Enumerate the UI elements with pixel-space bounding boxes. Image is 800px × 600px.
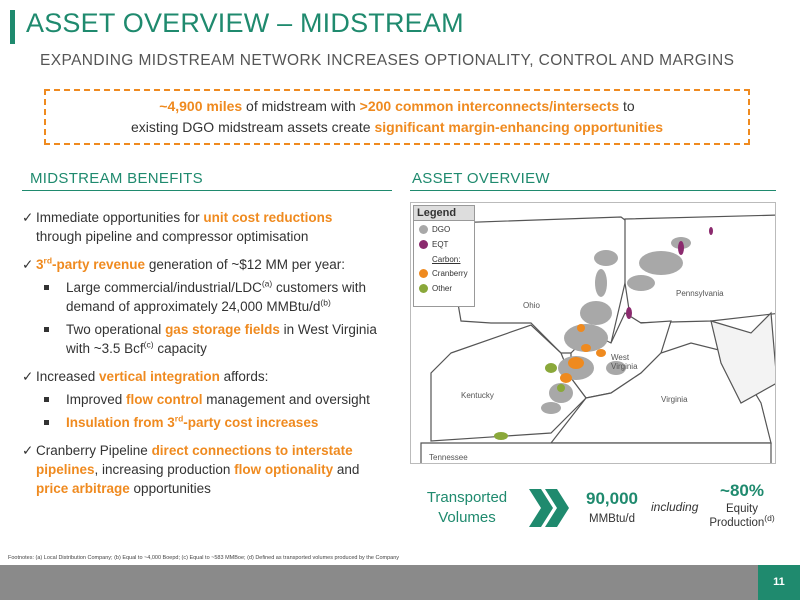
callout-highlight-miles: ~4,900 miles: [159, 98, 243, 114]
state-label-kentucky: Kentucky: [461, 391, 494, 400]
legend-label: EQT: [432, 240, 449, 249]
footer-bar: [0, 565, 758, 600]
map-legend: [413, 205, 475, 307]
legend-swatch-icon: [419, 284, 428, 293]
double-chevron-icon: [527, 487, 573, 529]
benefit-item: [22, 367, 392, 432]
benefit-text: customers with demand of approximately 24,000 MMBtu/d: [66, 280, 366, 314]
benefit-text: Immediate opportunities for: [36, 210, 204, 225]
legend-swatch-icon: [419, 240, 428, 249]
benefit-text: Large commercial/industrial/LDC: [66, 280, 262, 295]
legend-item-eqt: [414, 238, 474, 251]
benefit-highlight: price arbitrage: [36, 481, 130, 496]
legend-carbon-label: Carbon:: [432, 255, 461, 264]
benefit-text: capacity: [153, 341, 207, 356]
benefit-text: Increased: [36, 369, 100, 384]
legend-swatch-icon: [419, 269, 428, 278]
equity-number: ~80%: [720, 481, 764, 500]
benefits-list: [22, 208, 392, 507]
benefit-text: , increasing production: [94, 462, 235, 477]
superscript: (c): [143, 339, 154, 350]
legend-title: Legend: [414, 206, 474, 221]
page-number: 11: [758, 565, 800, 600]
including-text: including: [651, 500, 699, 514]
callout-text: existing DGO midstream assets create: [130, 119, 375, 135]
legend-item-other: [414, 282, 474, 295]
callout-line-2: [46, 117, 748, 138]
benefits-heading: MIDSTREAM BENEFITS: [30, 170, 203, 187]
volume-number: 90,000: [586, 489, 638, 508]
check-icon: ✓: [22, 257, 34, 272]
equity-label: [704, 502, 780, 530]
callout-line-1: [46, 96, 748, 117]
benefit-subitem: [22, 413, 392, 432]
square-bullet-icon: [44, 420, 49, 425]
superscript: rd: [43, 255, 53, 266]
benefit-highlight: Insulation from 3: [66, 415, 175, 430]
benefit-highlight: vertical integration: [99, 369, 220, 384]
equity-label-text: Equity Production: [709, 503, 765, 529]
check-icon: ✓: [22, 210, 34, 225]
benefit-highlight: -party cost increases: [183, 415, 319, 430]
state-label-pennsylvania: Pennsylvania: [676, 289, 724, 298]
square-bullet-icon: [44, 327, 49, 332]
benefit-text: affords:: [219, 369, 269, 384]
benefit-subitem: [22, 390, 392, 409]
benefit-highlight: unit cost reductions: [203, 210, 333, 225]
square-bullet-icon: [44, 285, 49, 290]
legend-label: Other: [432, 284, 453, 293]
benefit-text: in West Virginia with ~3.5 Bcf: [66, 322, 377, 356]
state-label-virginia: Virginia: [661, 395, 688, 404]
equity-production-value: [704, 483, 780, 530]
state-label-west-virginia: West Virginia: [611, 353, 638, 371]
asset-heading-rule: [410, 190, 776, 191]
page-title: ASSET OVERVIEW – MIDSTREAM: [26, 8, 464, 38]
legend-label: DGO: [432, 225, 451, 234]
benefit-text: through pipeline and compressor optimisation: [36, 229, 309, 244]
square-bullet-icon: [44, 397, 49, 402]
callout-highlight-margin: significant margin-enhancing opportunities: [374, 119, 664, 135]
page-subtitle: EXPANDING MIDSTREAM NETWORK INCREASES OPTIONALITY, CONTROL AND MARGINS: [40, 52, 735, 69]
benefit-item: [22, 208, 392, 246]
check-icon: ✓: [22, 369, 34, 384]
superscript: (b): [320, 297, 331, 308]
check-icon: ✓: [22, 443, 34, 458]
footnotes: Footnotes: (a) Local Distribution Company; (b) Equal to ~4,000 Boepd; (c) Equal to ~583 MMBoe; (d) Defined as transported volumes produced by the Company: [8, 555, 400, 561]
benefit-text: generation of ~$12 MM per year:: [145, 257, 346, 272]
legend-item-dgo: [414, 223, 474, 236]
legend-label: Cranberry: [432, 269, 468, 278]
legend-swatch-icon: [419, 225, 428, 234]
benefit-item: [22, 255, 392, 358]
benefit-highlight: flow control: [126, 392, 203, 407]
transported-volume-value: [580, 489, 644, 525]
superscript: (a): [261, 278, 273, 289]
benefit-text: management and oversight: [202, 392, 370, 407]
state-label-ohio: Ohio: [523, 301, 540, 310]
benefit-highlight: -party revenue: [52, 257, 146, 272]
state-label-tennessee: Tennessee: [429, 453, 468, 462]
benefit-text: Improved: [66, 392, 127, 407]
superscript: (d): [764, 513, 775, 524]
key-callout-box: [44, 89, 750, 145]
volume-unit: MMBtu/d: [588, 513, 635, 525]
callout-text: to: [619, 98, 635, 114]
legend-item-cranberry: [414, 267, 474, 280]
benefits-heading-rule: [22, 190, 392, 191]
callout-highlight-interconnects: >200 common interconnects/intersects: [359, 98, 620, 114]
benefit-text: Two operational: [66, 322, 166, 337]
asset-heading: ASSET OVERVIEW: [412, 170, 550, 187]
benefit-subitem: [22, 320, 392, 358]
benefit-text: opportunities: [129, 481, 211, 496]
benefit-highlight: flow optionality: [234, 462, 334, 477]
benefit-text: and: [333, 462, 360, 477]
benefit-text: Cranberry Pipeline: [36, 443, 152, 458]
benefit-highlight: direct connections to interstate pipelines: [36, 443, 353, 477]
transported-volumes-label: Transported Volumes: [426, 489, 508, 526]
benefit-subitem: [22, 278, 392, 316]
benefit-item: [22, 441, 392, 498]
title-accent-bar: [10, 10, 15, 44]
asset-map: [410, 202, 776, 464]
superscript: rd: [174, 413, 184, 424]
state-tennessee: [421, 443, 771, 464]
benefit-highlight: 3: [36, 257, 44, 272]
benefit-highlight: gas storage fields: [165, 322, 280, 337]
callout-text: of midstream with: [242, 98, 360, 114]
